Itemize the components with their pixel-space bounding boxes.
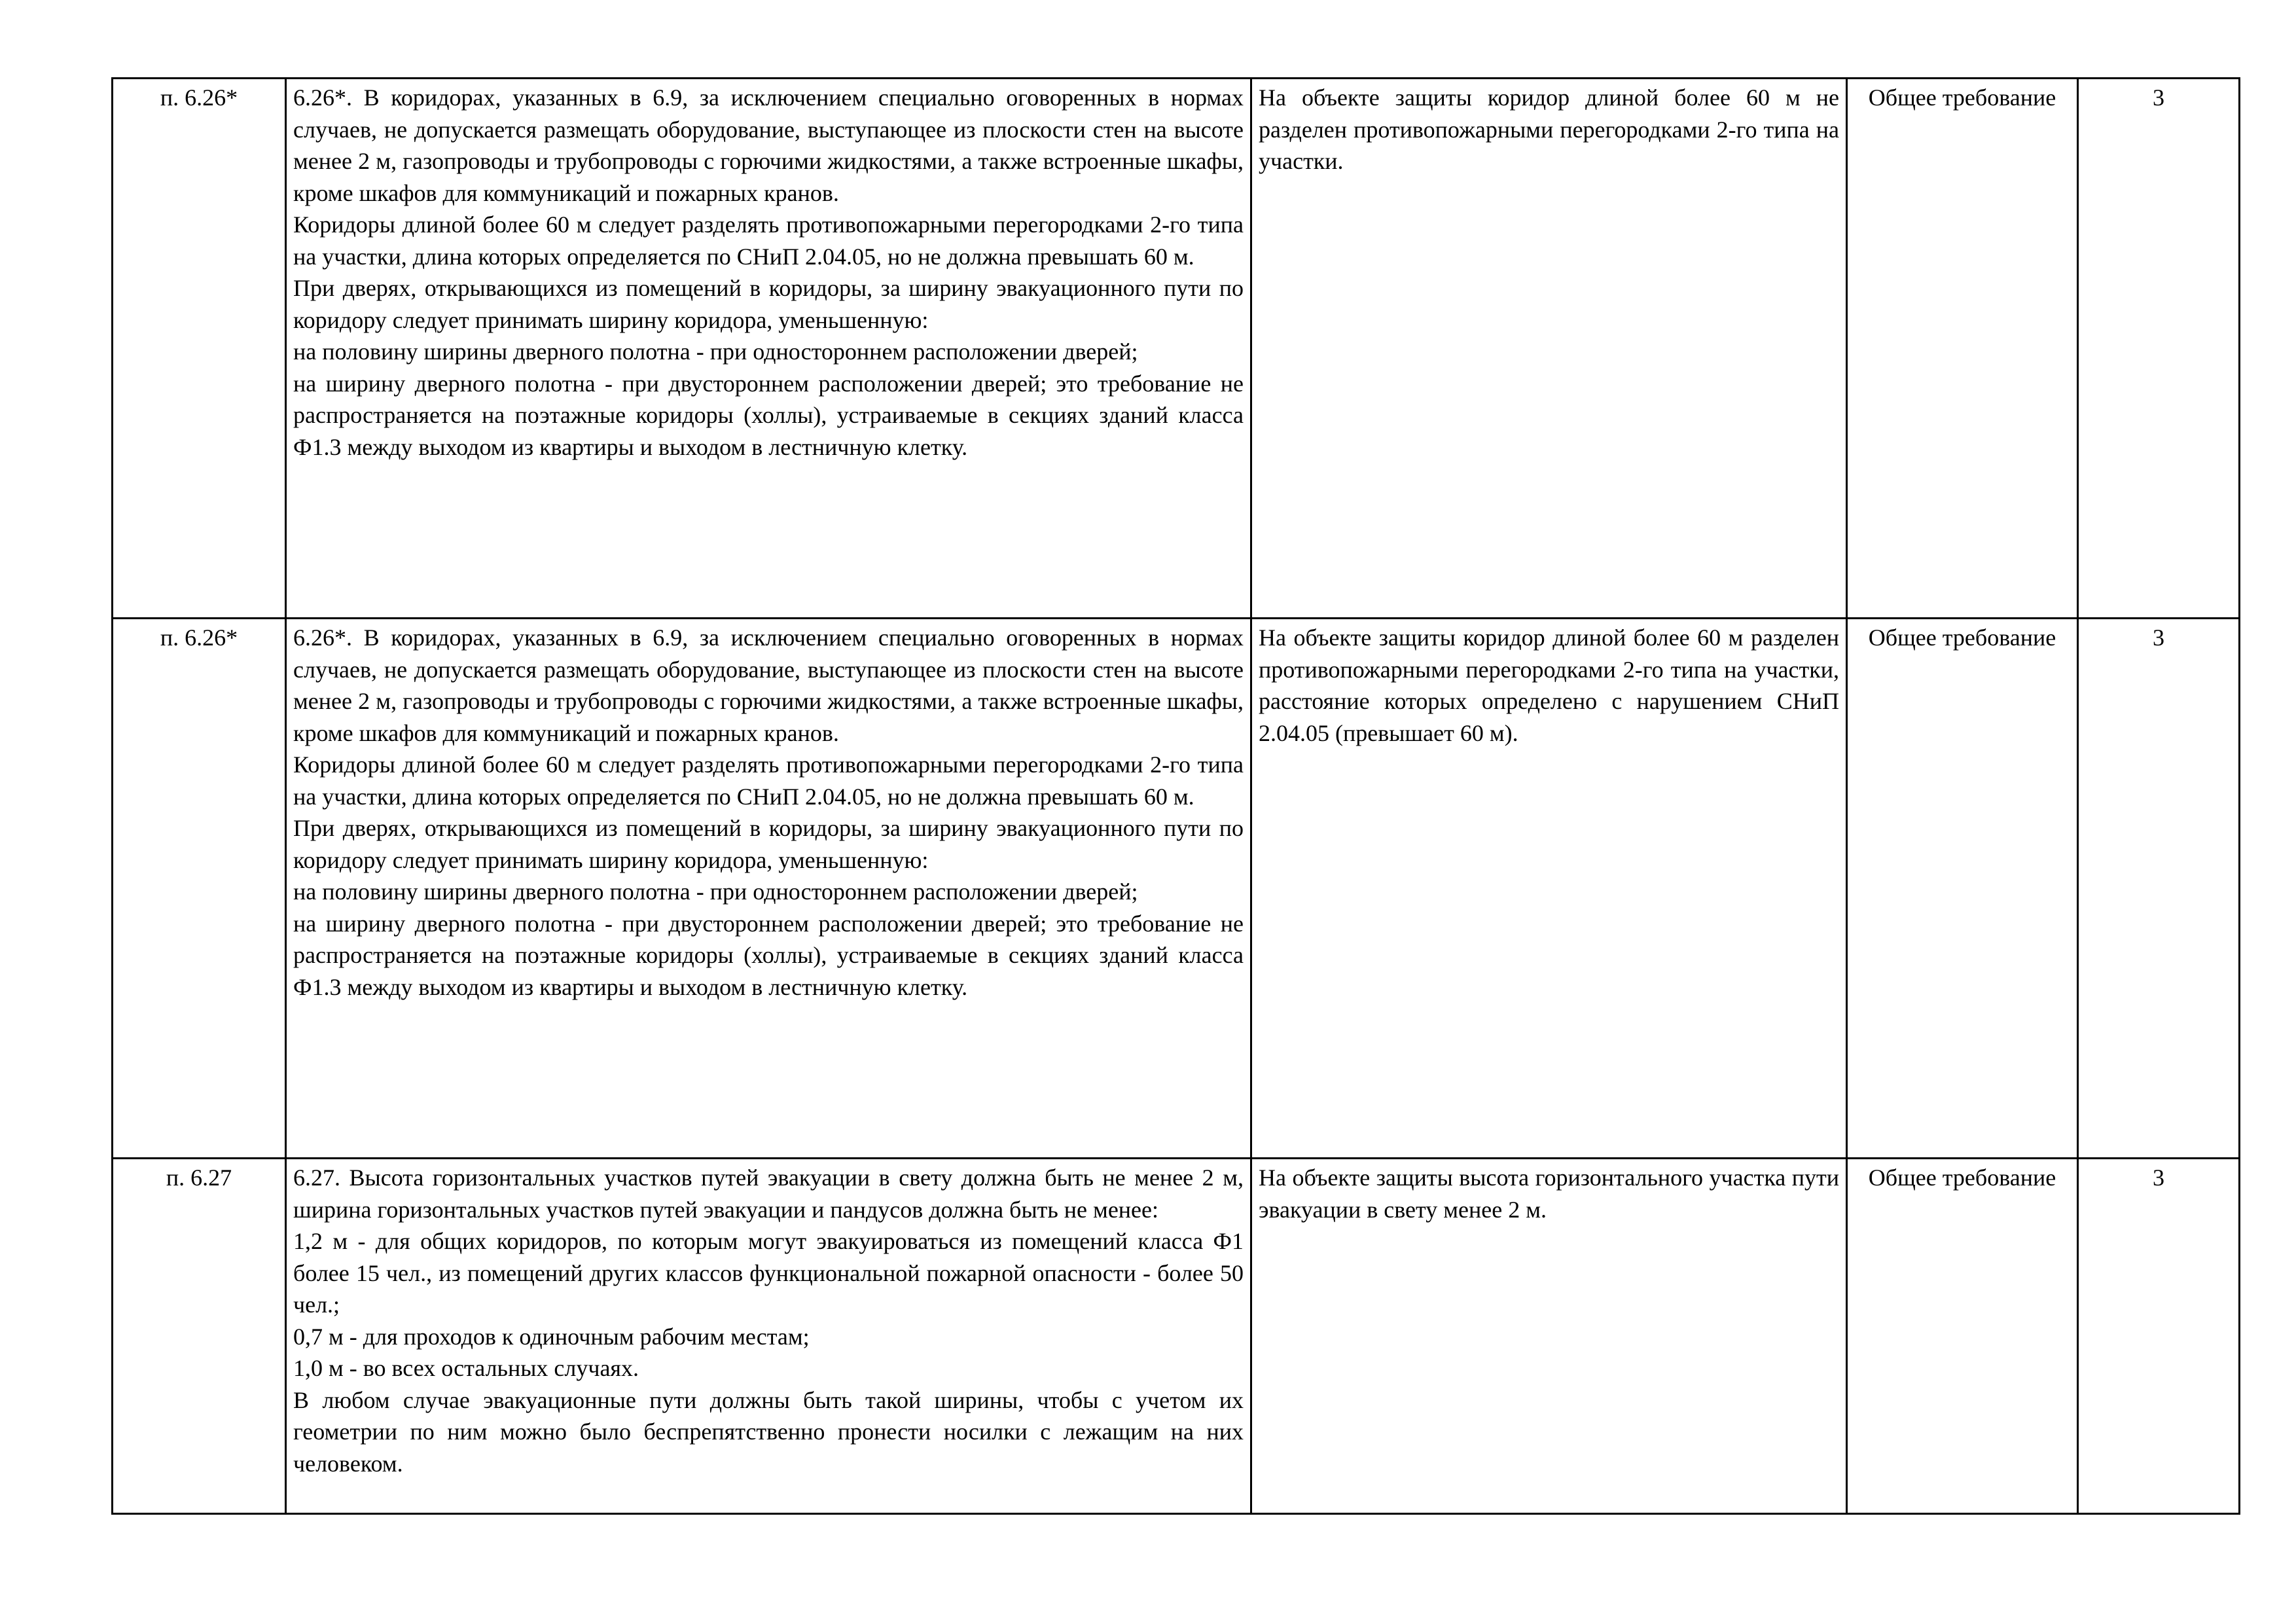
requirement-paragraph: При дверях, открывающихся из помещений в коридоры, за ширину эвакуационного пути по коридору следует принимать ширину коридора, уменьшенную:	[293, 275, 1244, 333]
requirement-paragraph: При дверях, открывающихся из помещений в коридоры, за ширину эвакуационного пути по коридору следует принимать ширину коридора, уменьшенную:	[293, 815, 1244, 873]
clause-cell: п. 6.27	[113, 1159, 286, 1514]
requirement-paragraph: В любом случае эвакуационные пути должны быть такой ширины, чтобы с учетом их геометрии по ним можно было беспрепятственно пронести носилки с лежащим на них человеком.	[293, 1386, 1244, 1477]
table-row	[113, 1159, 2240, 1514]
requirement-paragraph: 6.26*. В коридорах, указанных в 6.9, за исключением специально оговоренных в нормах случаев, не допускается размещать оборудование, выступающее из плоскости стен на высоте менее 2 м, газопроводы и трубопроводы с горючими жидкостями, а также встроенные шкафы, кроме шкафов для коммуникаций и пожарных кранов.	[293, 84, 1244, 206]
requirement-text-cell	[286, 619, 1251, 1159]
class-cell: 3	[2078, 79, 2240, 619]
requirement-type-cell: Общее требование	[1847, 619, 2078, 1159]
violation-text: На объекте защиты коридор длиной более 60 м разделен противопожарными перегородками 2-го типа на участки, расстояние которых определено с нарушением СНиП 2.04.05 (превышает 60 м).	[1259, 624, 1839, 746]
table-row	[113, 79, 2240, 619]
clause-cell: п. 6.26*	[113, 619, 286, 1159]
requirement-paragraph: 1,2 м - для общих коридоров, по которым могут эвакуироваться из помещений класса Ф1 более 15 чел., из помещений других классов функциональной пожарной опасности - более 50 чел.;	[293, 1228, 1244, 1318]
requirement-paragraph: 6.26*. В коридорах, указанных в 6.9, за исключением специально оговоренных в нормах случаев, не допускается размещать оборудование, выступающее из плоскости стен на высоте менее 2 м, газопроводы и трубопроводы с горючими жидкостями, а также встроенные шкафы, кроме шкафов для коммуникаций и пожарных кранов.	[293, 624, 1244, 746]
requirement-type-cell: Общее требование	[1847, 79, 2078, 619]
violation-cell	[1251, 79, 1847, 619]
requirement-paragraph: 1,0 м - во всех остальных случаях.	[293, 1355, 639, 1381]
class-cell: 3	[2078, 1159, 2240, 1514]
class-cell: 3	[2078, 619, 2240, 1159]
violation-cell	[1251, 619, 1847, 1159]
requirement-type-cell: Общее требование	[1847, 1159, 2078, 1514]
requirement-paragraph: Коридоры длиной более 60 м следует разделять противопожарными перегородками 2-го типа на участки, длина которых определяется по СНиП 2.04.05, но не должна превышать 60 м.	[293, 751, 1244, 810]
table-row	[113, 619, 2240, 1159]
violation-text: На объекте защиты коридор длиной более 60 м не разделен противопожарными перегородками 2-го типа на участки.	[1259, 84, 1839, 174]
requirement-paragraph: на ширину дверного полотна - при двустороннем расположении дверей; это требование не распространяется на поэтажные коридоры (холлы), устраиваемые в секциях зданий класса Ф1.3 между выходом из квартиры и выходом в лестничную клетку.	[293, 370, 1244, 460]
requirement-paragraph: на половину ширины дверного полотна - при одностороннем расположении дверей;	[293, 338, 1138, 365]
requirement-text-cell	[286, 1159, 1251, 1514]
requirement-paragraph: на половину ширины дверного полотна - при одностороннем расположении дверей;	[293, 878, 1138, 905]
requirement-paragraph: 6.27. Высота горизонтальных участков путей эвакуации в свету должна быть не менее 2 м, ширина горизонтальных участков путей эвакуации и пандусов должна быть не менее:	[293, 1164, 1244, 1223]
requirement-paragraph: на ширину дверного полотна - при двустороннем расположении дверей; это требование не распространяется на поэтажные коридоры (холлы), устраиваемые в секциях зданий класса Ф1.3 между выходом из квартиры и выходом в лестничную клетку.	[293, 910, 1244, 1000]
violation-text: На объекте защиты высота горизонтального участка пути эвакуации в свету менее 2 м.	[1259, 1164, 1839, 1223]
requirement-paragraph: 0,7 м - для проходов к одиночным рабочим местам;	[293, 1323, 810, 1350]
requirement-paragraph: Коридоры длиной более 60 м следует разделять противопожарными перегородками 2-го типа на участки, длина которых определяется по СНиП 2.04.05, но не должна превышать 60 м.	[293, 211, 1244, 270]
requirements-table	[111, 77, 2240, 1515]
violation-cell	[1251, 1159, 1847, 1514]
clause-cell: п. 6.26*	[113, 79, 286, 619]
requirement-text-cell	[286, 79, 1251, 619]
